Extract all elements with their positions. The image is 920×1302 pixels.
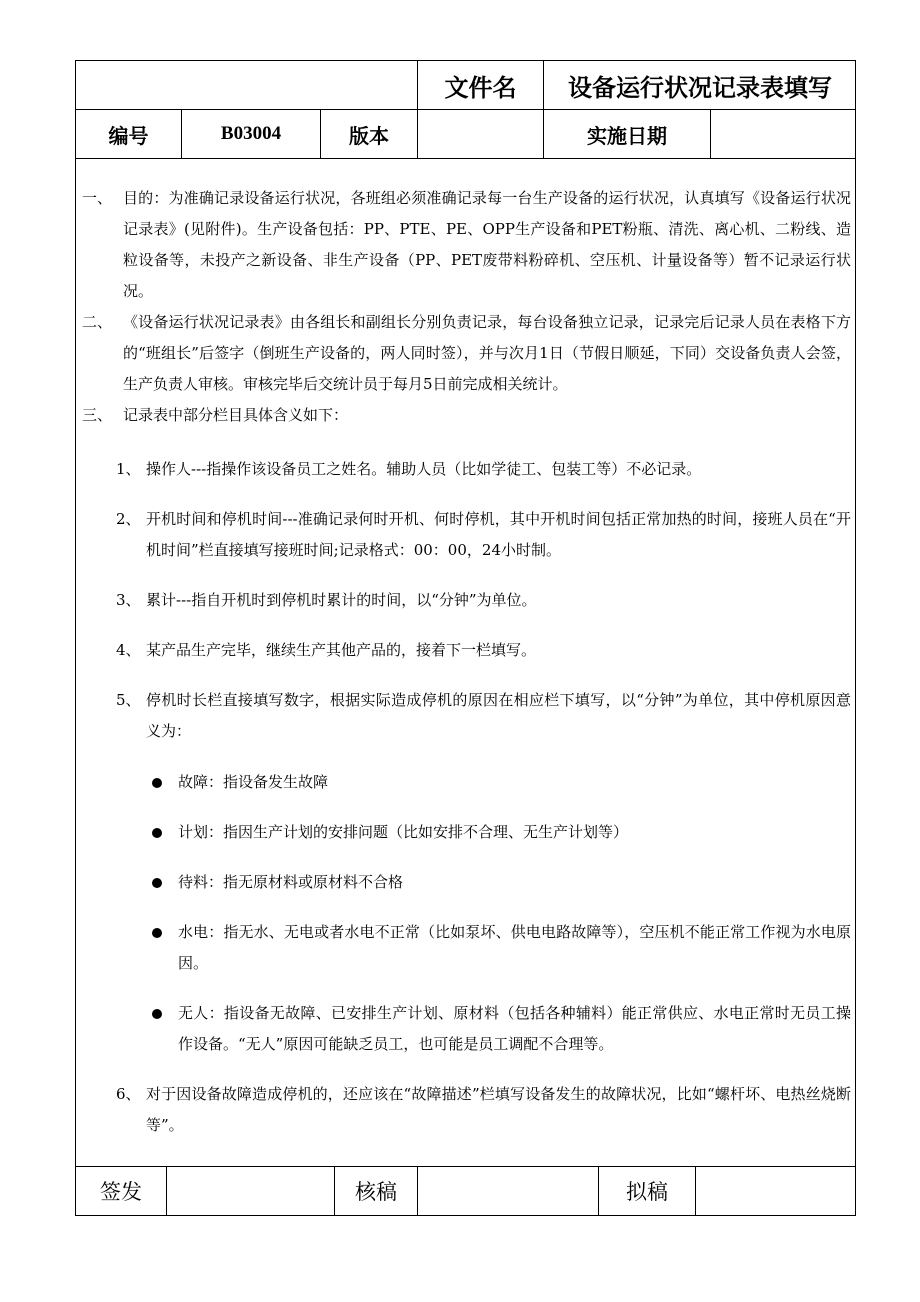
item-number: 1、 [116,460,141,478]
section-number: 三、 [82,406,113,424]
bullet-dot-icon [152,828,162,838]
bullet-dot-icon [152,878,162,888]
section-text: 《设备运行状况记录表》由各组长和副组长分别负责记录，每台设备独立记录，记录完后记录人员在表格下方的“班组长”后签字（倒班生产设备的，两人同时签），并与次月1日（节假日顺延，下同）交设备负责人会签，生产负责人审核。审核完毕后交统计员于每月5日前完成相关统计。 [123,313,851,393]
version-value [418,110,544,158]
item-number: 2、 [116,510,141,528]
date-label: 实施日期 [544,110,711,158]
draft-value [696,1167,856,1215]
item-number: 4、 [116,641,141,659]
draft-label: 拟稿 [599,1167,696,1215]
bullet-text: 计划：指因生产计划的安排问题（比如安排不合理、无生产计划等） [178,823,629,841]
item-text: 开机时间和停机时间---准确记录何时开机、何时停机，其中开机时间包括正常加热的时间，接班人员在“开机时间”栏直接填写接班时间;记录格式：00：00，24小时制。 [146,510,851,559]
title-row [76,61,855,110]
meta-row [76,110,855,159]
item-number: 6、 [116,1085,141,1103]
date-value [711,110,856,158]
document-body [76,159,855,1167]
bullet-text: 待料：指无原材料或原材料不合格 [178,873,404,891]
blank-cell [76,61,418,109]
bullet-text: 无人：指设备无故障、已安排生产计划、原材料（包括各种辅料）能正常供应、水电正常时无员工操作设备。“无人”原因可能缺乏员工，也可能是员工调配不合理等。 [178,1004,851,1053]
section-text: 目的：为准确记录设备运行状况，各班组必须准确记录每一台生产设备的运行状况，认真填写《设备运行状况记录表》(见附件)。生产设备包括：PP、PTE、PE、OPP生产设备和PET粉瓶、清洗、离心机、二粉线、造粒设备等，未投产之新设备、非生产设备（PP、PET废带料粉碎机、空压机、计量设备等）暂不记录运行状况。 [123,189,851,300]
review-label: 核稿 [335,1167,418,1215]
item-number: 5、 [116,691,141,709]
section-text: 记录表中部分栏目具体含义如下： [123,406,349,424]
bullet-dot-icon [152,778,162,788]
file-name-value: 设备运行状况记录表填写 [568,72,832,102]
item-text: 操作人---指操作该设备员工之姓名。辅助人员（比如学徒工、包装工等）不必记录。 [146,460,702,478]
file-name-label: 文件名 [418,61,544,109]
number-label: 编号 [76,110,182,158]
bullet-dot-icon [152,928,162,938]
item-text: 某产品生产完毕，继续生产其他产品的，接着下一栏填写。 [146,641,537,659]
item-text: 累计---指自开机时到停机时累计的时间，以“分钟”为单位。 [146,591,537,609]
section-number: 一、 [82,189,113,207]
bullet-dot-icon [152,1009,162,1019]
review-value [418,1167,599,1215]
bullet-text: 故障：指设备发生故障 [178,773,329,791]
item-number: 3、 [116,591,141,609]
issue-value [167,1167,335,1215]
item-text: 停机时长栏直接填写数字，根据实际造成停机的原因在相应栏下填写，以“分钟”为单位，其中停机原因意义为： [146,691,851,740]
signature-row [76,1167,855,1215]
section-number: 二、 [82,313,113,331]
item-text: 对于因设备故障造成停机的，还应该在“故障描述”栏填写设备发生的故障状况，比如“螺杆坏、电热丝烧断等”。 [146,1085,851,1134]
document-form [75,60,856,1216]
bullet-text: 水电：指无水、无电或者水电不正常（比如泵坏、供电电路故障等），空压机不能正常工作视为水电原因。 [178,923,851,972]
issue-label: 签发 [76,1167,167,1215]
number-value: B03004 [182,110,321,158]
version-label: 版本 [321,110,418,158]
